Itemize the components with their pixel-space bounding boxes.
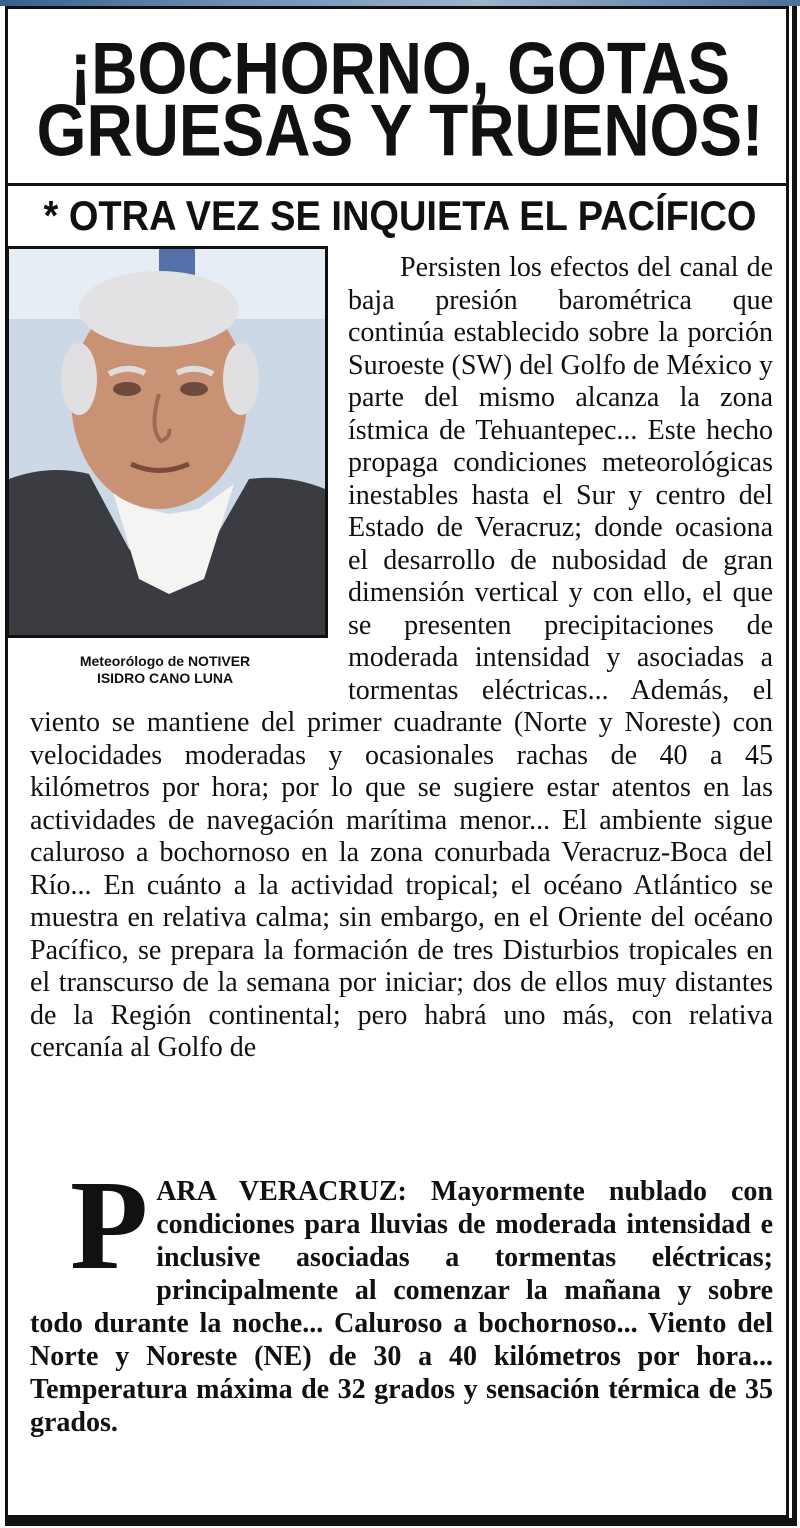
caption-line-2: ISIDRO CANO LUNA	[96, 670, 234, 686]
subheadline: * OTRA VEZ SE INQUIETA EL PACÍFICO	[43, 193, 757, 241]
article-body	[30, 252, 773, 1065]
article-paragraph: Persisten los efectos del canal de baja presión barométrica que continúa establecido sobre la porción Suroeste (SW) del Golfo de México y parte del mismo alcanza la zona ístmica de Tehuantepec... Este hecho propaga condiciones meteorológicas inestables hasta el Sur y centro del Estado de Veracruz; donde ocasiona el desarrollo de nubosidad de gran dimensión vertical y con ello, el que se presenten precipitaciones de moderada intensidad y asociadas a tormentas eléctricas... Además, el viento se mantiene del primer cuadrante (Norte y Noreste) con velocidades moderadas y ocasionales rachas de 40 a 45 kilómetros por hora; por lo que se sugiere estar atentos en las actividades de navegación marítima menor... El ambiente sigue caluroso a bochornoso en la zona conurbada Veracruz-Boca del Río... En cuánto a la actividad tropical; el océano Atlántico se muestra en relativa calma; sin embargo, en el Oriente del océano Pacífico, se prepara la formación de tres Disturbios tropicales en el transcurso de la semana por iniciar; dos de ellos muy distantes de la Región continental; pero habrá uno más, con relativa cercanía al Golfo de	[30, 252, 773, 1063]
forecast-text: ARA VERACRUZ: Mayormente nublado con condiciones para lluvias de moderada intensidad e inclusive asociadas a tormentas eléctricas; principalmente al comenzar la mañana y sobre todo durante la noche... Caluroso a bochornoso... Viento del Norte y Noreste (NE) de 30 a 40 kilómetros por hora... Temperatura máxima de 32 grados y sensación térmica de 35 grados.	[30, 1176, 773, 1438]
frame-shadow-bottom	[5, 1518, 797, 1526]
caption-line-1: Meteorólogo de NOTIVER	[79, 653, 251, 669]
headline-line-1: ¡BOCHORNO, GOTAS	[69, 26, 731, 110]
photo-spacer	[30, 252, 348, 684]
forecast-box	[30, 1154, 773, 1439]
headline-line-2: GRUESAS Y TRUENOS!	[36, 88, 764, 172]
drop-cap: P	[70, 1154, 149, 1296]
